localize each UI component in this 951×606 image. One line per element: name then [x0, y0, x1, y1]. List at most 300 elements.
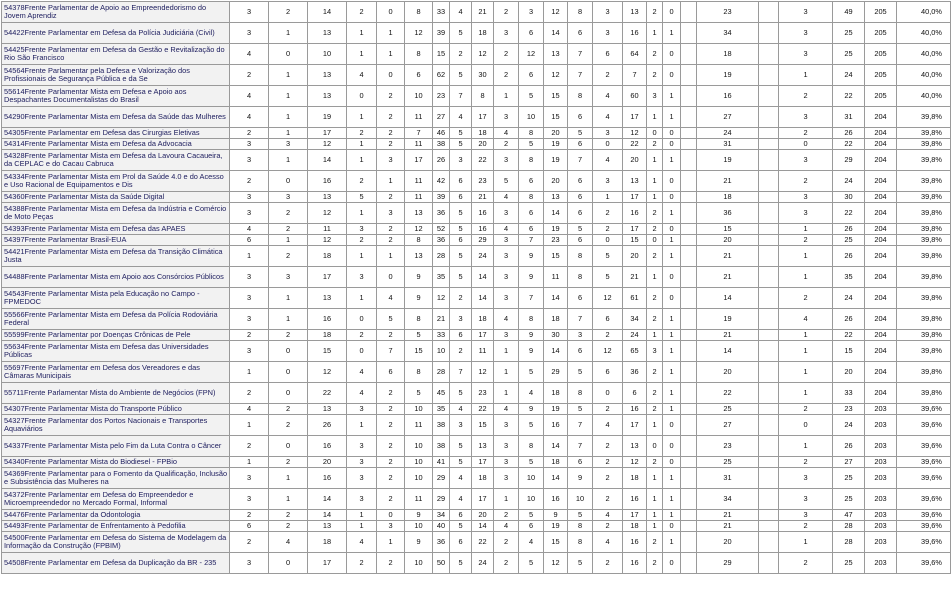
value-cell: 2: [377, 436, 405, 457]
table-row: [2, 309, 951, 330]
frente-name-cell: 54425Frente Parlamentar em Defesa da Gestão e Revitalização do Rio São Francisco: [2, 44, 230, 65]
value-cell: 8: [519, 436, 544, 457]
value-cell: 204: [865, 150, 897, 171]
value-cell: 20: [472, 139, 494, 150]
value-cell: 0: [663, 128, 681, 139]
value-cell: 0: [663, 553, 681, 574]
value-cell: 1: [779, 383, 833, 404]
value-cell: 17: [472, 457, 494, 468]
frente-name-cell: 54307Frente Parlamentar Mista do Transporte Público: [2, 404, 230, 415]
frente-name-cell: 54340Frente Parlamentar Mista do Biodiesel - FPBio: [2, 457, 230, 468]
value-cell: 4: [377, 288, 405, 309]
value-cell: [759, 139, 779, 150]
value-cell: 18: [697, 192, 759, 203]
value-cell: 14: [544, 341, 568, 362]
value-cell: 5: [450, 383, 472, 404]
value-cell: 10: [568, 489, 593, 510]
value-cell: 3: [593, 23, 623, 44]
value-cell: 10: [405, 436, 433, 457]
value-cell: 2: [347, 553, 377, 574]
value-cell: 203: [865, 489, 897, 510]
value-cell: 27: [433, 107, 450, 128]
value-cell: [759, 246, 779, 267]
value-cell: 1: [647, 107, 663, 128]
value-cell: [681, 192, 697, 203]
value-cell: 16: [544, 489, 568, 510]
value-cell: 24: [833, 415, 865, 436]
value-cell: 36: [433, 532, 450, 553]
value-cell: 4: [779, 309, 833, 330]
value-cell: 3: [377, 203, 405, 224]
value-cell: 15: [544, 532, 568, 553]
value-cell: 5: [568, 553, 593, 574]
value-cell: 9: [519, 404, 544, 415]
value-cell: 39,8%: [897, 128, 951, 139]
value-cell: 21: [623, 267, 647, 288]
value-cell: 23: [472, 171, 494, 192]
value-cell: 2: [494, 44, 519, 65]
value-cell: 39,8%: [897, 203, 951, 224]
value-cell: 6: [450, 171, 472, 192]
value-cell: 4: [519, 383, 544, 404]
value-cell: 29: [697, 553, 759, 574]
value-cell: 11: [544, 267, 568, 288]
value-cell: 8: [519, 150, 544, 171]
value-cell: 2: [347, 330, 377, 341]
frente-name-cell: 54543Frente Parlamentar Mista pela Educação no Campo - FPMEDOC: [2, 288, 230, 309]
value-cell: 2: [647, 288, 663, 309]
value-cell: 1: [779, 532, 833, 553]
value-cell: 8: [405, 362, 433, 383]
value-cell: 29: [433, 489, 450, 510]
value-cell: 15: [472, 415, 494, 436]
value-cell: 203: [865, 510, 897, 521]
value-cell: 21: [697, 521, 759, 532]
value-cell: 1: [377, 532, 405, 553]
value-cell: 39,8%: [897, 330, 951, 341]
value-cell: 24: [833, 288, 865, 309]
value-cell: 3: [593, 2, 623, 23]
value-cell: 24: [472, 246, 494, 267]
value-cell: 203: [865, 521, 897, 532]
value-cell: 22: [833, 203, 865, 224]
value-cell: 3: [230, 288, 269, 309]
value-cell: 3: [230, 192, 269, 203]
value-cell: 3: [377, 521, 405, 532]
value-cell: 3: [779, 203, 833, 224]
value-cell: 27: [697, 415, 759, 436]
value-cell: 2: [494, 532, 519, 553]
value-cell: 0: [269, 171, 308, 192]
value-cell: 3: [494, 468, 519, 489]
value-cell: 52: [433, 224, 450, 235]
value-cell: 1: [779, 224, 833, 235]
value-cell: 4: [347, 65, 377, 86]
value-cell: 21: [472, 192, 494, 203]
value-cell: 16: [308, 468, 347, 489]
value-cell: 2: [377, 128, 405, 139]
value-cell: 1: [663, 23, 681, 44]
value-cell: 2: [269, 330, 308, 341]
value-cell: 25: [833, 235, 865, 246]
value-cell: 2: [494, 553, 519, 574]
value-cell: 46: [433, 128, 450, 139]
value-cell: 22: [472, 404, 494, 415]
table-row: [2, 235, 951, 246]
value-cell: 3: [593, 171, 623, 192]
value-cell: 7: [568, 150, 593, 171]
value-cell: 22: [623, 139, 647, 150]
value-cell: 204: [865, 203, 897, 224]
value-cell: 3: [269, 267, 308, 288]
value-cell: 39,6%: [897, 415, 951, 436]
value-cell: 1: [269, 128, 308, 139]
value-cell: [681, 468, 697, 489]
value-cell: 25: [697, 457, 759, 468]
value-cell: [759, 532, 779, 553]
value-cell: [759, 150, 779, 171]
value-cell: 28: [433, 362, 450, 383]
table-row: [2, 553, 951, 574]
value-cell: 9: [519, 330, 544, 341]
value-cell: 2: [230, 436, 269, 457]
value-cell: 65: [623, 341, 647, 362]
table-row: [2, 341, 951, 362]
value-cell: [681, 489, 697, 510]
value-cell: 1: [779, 65, 833, 86]
value-cell: 12: [308, 203, 347, 224]
value-cell: 2: [647, 362, 663, 383]
value-cell: 4: [450, 2, 472, 23]
value-cell: 4: [593, 415, 623, 436]
value-cell: [759, 362, 779, 383]
value-cell: 50: [433, 553, 450, 574]
value-cell: 3: [494, 267, 519, 288]
value-cell: 0: [663, 192, 681, 203]
value-cell: 2: [779, 86, 833, 107]
value-cell: 1: [663, 107, 681, 128]
value-cell: 205: [865, 23, 897, 44]
value-cell: 6: [230, 235, 269, 246]
value-cell: 4: [347, 532, 377, 553]
value-cell: [681, 330, 697, 341]
value-cell: 2: [779, 171, 833, 192]
value-cell: 19: [697, 65, 759, 86]
value-cell: 6: [450, 330, 472, 341]
value-cell: 24: [833, 171, 865, 192]
value-cell: 6: [568, 235, 593, 246]
frente-name-cell: 54476Frente Parlamentar da Odontologia: [2, 510, 230, 521]
value-cell: 38: [433, 436, 450, 457]
value-cell: 7: [405, 128, 433, 139]
value-cell: 1: [347, 139, 377, 150]
value-cell: 8: [568, 267, 593, 288]
frente-name-cell: 54422Frente Parlamentar em Defesa da Polícia Judiciária (Civil): [2, 23, 230, 44]
value-cell: 18: [544, 309, 568, 330]
frente-name-cell: 54488Frente Parlamentar Mista em Apoio aos Consórcios Públicos: [2, 267, 230, 288]
value-cell: 6: [450, 532, 472, 553]
value-cell: 2: [779, 457, 833, 468]
value-cell: 14: [697, 341, 759, 362]
value-cell: 5: [568, 224, 593, 235]
value-cell: 7: [568, 65, 593, 86]
frente-name-cell: 54314Frente Parlamentar Mista em Defesa da Advocacia: [2, 139, 230, 150]
value-cell: 24: [833, 65, 865, 86]
value-cell: 41: [433, 457, 450, 468]
value-cell: 2: [269, 457, 308, 468]
value-cell: 3: [347, 267, 377, 288]
value-cell: 39,8%: [897, 288, 951, 309]
value-cell: 31: [833, 107, 865, 128]
frente-name-cell: 54360Frente Parlamentar Mista da Saúde Digital: [2, 192, 230, 203]
value-cell: 13: [308, 192, 347, 203]
value-cell: [681, 510, 697, 521]
value-cell: 0: [779, 415, 833, 436]
value-cell: 2: [347, 128, 377, 139]
value-cell: 2: [377, 468, 405, 489]
value-cell: 14: [308, 489, 347, 510]
value-cell: 3: [647, 86, 663, 107]
value-cell: 36: [433, 203, 450, 224]
value-cell: 1: [663, 404, 681, 415]
value-cell: [681, 415, 697, 436]
value-cell: 2: [450, 341, 472, 362]
value-cell: 9: [405, 510, 433, 521]
value-cell: 2: [269, 521, 308, 532]
value-cell: [681, 203, 697, 224]
value-cell: 204: [865, 288, 897, 309]
value-cell: 8: [405, 44, 433, 65]
frente-name-cell: 55697Frente Parlamentar em Defesa dos Vereadores e das Câmaras Municipais: [2, 362, 230, 383]
value-cell: 39,8%: [897, 383, 951, 404]
value-cell: 5: [405, 383, 433, 404]
value-cell: 12: [623, 128, 647, 139]
data-table: [1, 1, 951, 574]
value-cell: 7: [568, 436, 593, 457]
value-cell: 1: [663, 532, 681, 553]
value-cell: 39: [433, 192, 450, 203]
value-cell: 2: [593, 65, 623, 86]
value-cell: 0: [647, 128, 663, 139]
value-cell: 5: [519, 415, 544, 436]
value-cell: 205: [865, 2, 897, 23]
frente-name-cell: 54393Frente Parlamentar Mista em Defesa das APAES: [2, 224, 230, 235]
value-cell: 6: [405, 65, 433, 86]
value-cell: 3: [779, 468, 833, 489]
value-cell: 6: [450, 192, 472, 203]
value-cell: 3: [779, 2, 833, 23]
value-cell: 2: [647, 2, 663, 23]
value-cell: 2: [377, 107, 405, 128]
value-cell: 203: [865, 457, 897, 468]
value-cell: 10: [519, 468, 544, 489]
value-cell: 1: [647, 468, 663, 489]
value-cell: 5: [450, 267, 472, 288]
value-cell: 20: [308, 457, 347, 468]
value-cell: 6: [593, 362, 623, 383]
value-cell: 1: [663, 246, 681, 267]
value-cell: 38: [433, 415, 450, 436]
value-cell: 22: [472, 150, 494, 171]
value-cell: 3: [494, 415, 519, 436]
value-cell: 5: [519, 86, 544, 107]
value-cell: 1: [663, 203, 681, 224]
value-cell: 1: [230, 246, 269, 267]
value-cell: 204: [865, 341, 897, 362]
value-cell: [681, 457, 697, 468]
value-cell: 5: [450, 224, 472, 235]
table-row: [2, 468, 951, 489]
value-cell: 8: [568, 246, 593, 267]
value-cell: 3: [647, 341, 663, 362]
value-cell: 5: [450, 139, 472, 150]
value-cell: 3: [494, 246, 519, 267]
value-cell: 3: [494, 288, 519, 309]
value-cell: 17: [623, 415, 647, 436]
value-cell: 1: [377, 23, 405, 44]
value-cell: 5: [593, 246, 623, 267]
value-cell: 15: [833, 341, 865, 362]
table-row: [2, 415, 951, 436]
value-cell: 1: [347, 246, 377, 267]
value-cell: 2: [377, 404, 405, 415]
value-cell: [759, 415, 779, 436]
value-cell: 5: [450, 436, 472, 457]
value-cell: 1: [779, 246, 833, 267]
value-cell: 5: [377, 309, 405, 330]
value-cell: [681, 553, 697, 574]
value-cell: 2: [647, 203, 663, 224]
value-cell: 11: [405, 415, 433, 436]
value-cell: 4: [593, 532, 623, 553]
value-cell: 1: [663, 309, 681, 330]
table-row: [2, 171, 951, 192]
value-cell: [759, 553, 779, 574]
value-cell: 14: [308, 510, 347, 521]
value-cell: 19: [544, 150, 568, 171]
value-cell: 203: [865, 532, 897, 553]
value-cell: 64: [623, 44, 647, 65]
value-cell: 3: [494, 203, 519, 224]
value-cell: 1: [269, 288, 308, 309]
value-cell: 4: [494, 192, 519, 203]
value-cell: 5: [450, 65, 472, 86]
value-cell: 22: [833, 86, 865, 107]
value-cell: 5: [519, 510, 544, 521]
value-cell: 6: [519, 171, 544, 192]
value-cell: 47: [833, 510, 865, 521]
value-cell: 6: [519, 521, 544, 532]
value-cell: 3: [593, 128, 623, 139]
value-cell: 204: [865, 128, 897, 139]
value-cell: 2: [230, 171, 269, 192]
value-cell: 16: [308, 171, 347, 192]
value-cell: 2: [647, 532, 663, 553]
value-cell: 3: [779, 44, 833, 65]
value-cell: [759, 330, 779, 341]
value-cell: 2: [494, 139, 519, 150]
value-cell: 38: [433, 139, 450, 150]
value-cell: [681, 107, 697, 128]
value-cell: 14: [472, 288, 494, 309]
value-cell: 39,8%: [897, 246, 951, 267]
value-cell: 2: [593, 457, 623, 468]
value-cell: 4: [593, 150, 623, 171]
value-cell: 0: [663, 457, 681, 468]
value-cell: 15: [544, 107, 568, 128]
value-cell: 27: [833, 457, 865, 468]
value-cell: 4: [494, 128, 519, 139]
value-cell: [759, 23, 779, 44]
value-cell: [759, 192, 779, 203]
value-cell: 16: [623, 553, 647, 574]
value-cell: 6: [593, 309, 623, 330]
value-cell: 2: [647, 404, 663, 415]
value-cell: 1: [269, 65, 308, 86]
value-cell: 0: [663, 139, 681, 150]
value-cell: 34: [623, 309, 647, 330]
value-cell: [681, 341, 697, 362]
value-cell: [759, 235, 779, 246]
frente-name-cell: 54337Frente Parlamentar Mista pelo Fim da Luta Contra o Câncer: [2, 436, 230, 457]
value-cell: 9: [519, 246, 544, 267]
value-cell: 0: [663, 171, 681, 192]
value-cell: 4: [230, 224, 269, 235]
value-cell: 0: [779, 139, 833, 150]
value-cell: 13: [623, 436, 647, 457]
value-cell: 2: [269, 510, 308, 521]
value-cell: 10: [308, 44, 347, 65]
value-cell: 22: [697, 383, 759, 404]
value-cell: 23: [697, 436, 759, 457]
value-cell: 2: [377, 139, 405, 150]
value-cell: 21: [697, 246, 759, 267]
value-cell: 20: [544, 128, 568, 139]
value-cell: 1: [663, 383, 681, 404]
value-cell: 18: [544, 383, 568, 404]
value-cell: 39,6%: [897, 489, 951, 510]
value-cell: 2: [347, 2, 377, 23]
value-cell: 20: [697, 532, 759, 553]
value-cell: 16: [308, 436, 347, 457]
value-cell: 0: [663, 521, 681, 532]
value-cell: 0: [647, 436, 663, 457]
value-cell: 1: [647, 171, 663, 192]
value-cell: 0: [377, 2, 405, 23]
value-cell: 0: [269, 436, 308, 457]
value-cell: 15: [433, 44, 450, 65]
value-cell: 203: [865, 553, 897, 574]
value-cell: 22: [833, 139, 865, 150]
value-cell: 5: [568, 362, 593, 383]
table-row: [2, 192, 951, 203]
value-cell: 17: [308, 553, 347, 574]
value-cell: [681, 139, 697, 150]
value-cell: 1: [663, 362, 681, 383]
value-cell: 13: [308, 288, 347, 309]
value-cell: 4: [450, 404, 472, 415]
frente-name-cell: 55711Frente Parlamentar Mista do Ambiente de Negócios (FPN): [2, 383, 230, 404]
value-cell: 13: [472, 436, 494, 457]
value-cell: 2: [377, 489, 405, 510]
value-cell: 3: [779, 192, 833, 203]
value-cell: 23: [697, 2, 759, 23]
value-cell: 1: [663, 341, 681, 362]
value-cell: 1: [347, 23, 377, 44]
value-cell: [759, 489, 779, 510]
value-cell: 1: [593, 192, 623, 203]
value-cell: [759, 44, 779, 65]
